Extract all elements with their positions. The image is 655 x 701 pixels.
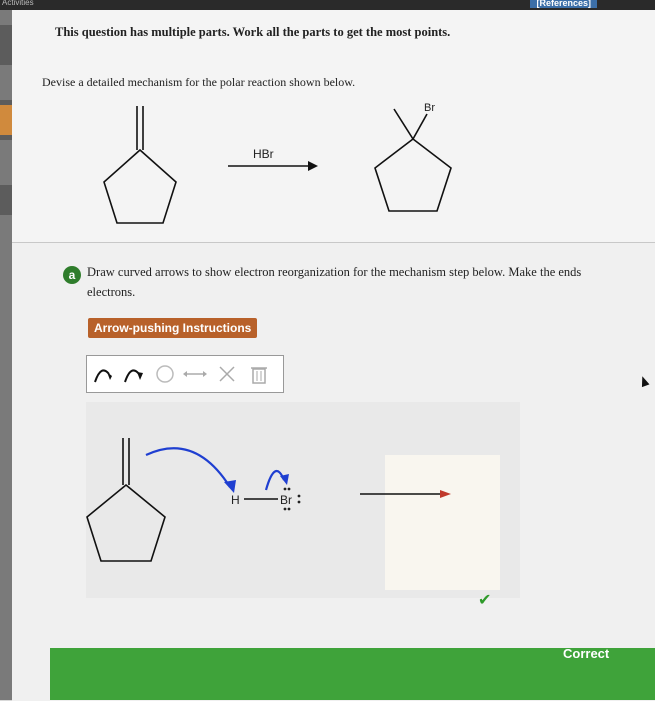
part-a-prompt: Draw curved arrows to show electron reorganization for the mechanism step below. Make the ends xyxy=(87,265,582,279)
activities-link[interactable]: Activities xyxy=(2,0,34,7)
references-button[interactable]: [References] xyxy=(530,0,597,8)
br-lone-pair-top-2 xyxy=(288,488,291,491)
check-icon: ✔ xyxy=(478,590,492,609)
arrow-pushing-instructions-button[interactable]: Arrow-pushing Instructions xyxy=(88,318,257,338)
product-br-label: Br xyxy=(424,102,435,114)
mechanism-prompt: Devise a detailed mechanism for the polar reaction shown below. xyxy=(42,75,356,89)
br-lone-pair-bottom-1 xyxy=(284,508,287,511)
curved-arrow-bond-to-br xyxy=(266,471,284,490)
br-lone-pair-top-1 xyxy=(284,488,287,491)
reagent-label: HBr xyxy=(253,147,274,161)
part-a-badge: a xyxy=(63,266,81,284)
cyclopentane-ring xyxy=(87,485,165,561)
multipart-instructions: This question has multiple parts. Work all the parts to get the most points. xyxy=(55,25,451,39)
hydrogen-label: H xyxy=(231,493,240,507)
step-arrowhead xyxy=(440,490,451,498)
bromine-label: Br xyxy=(280,493,292,507)
br-lone-pair-right-1 xyxy=(298,495,301,498)
curved-arrow-pi-to-h xyxy=(146,448,230,487)
correct-label: Correct xyxy=(563,646,610,661)
part-a-prompt-continued: electrons. xyxy=(87,285,136,299)
curved-arrow-head-1 xyxy=(224,480,236,493)
br-lone-pair-right-2 xyxy=(298,501,301,504)
br-lone-pair-bottom-2 xyxy=(288,508,291,511)
